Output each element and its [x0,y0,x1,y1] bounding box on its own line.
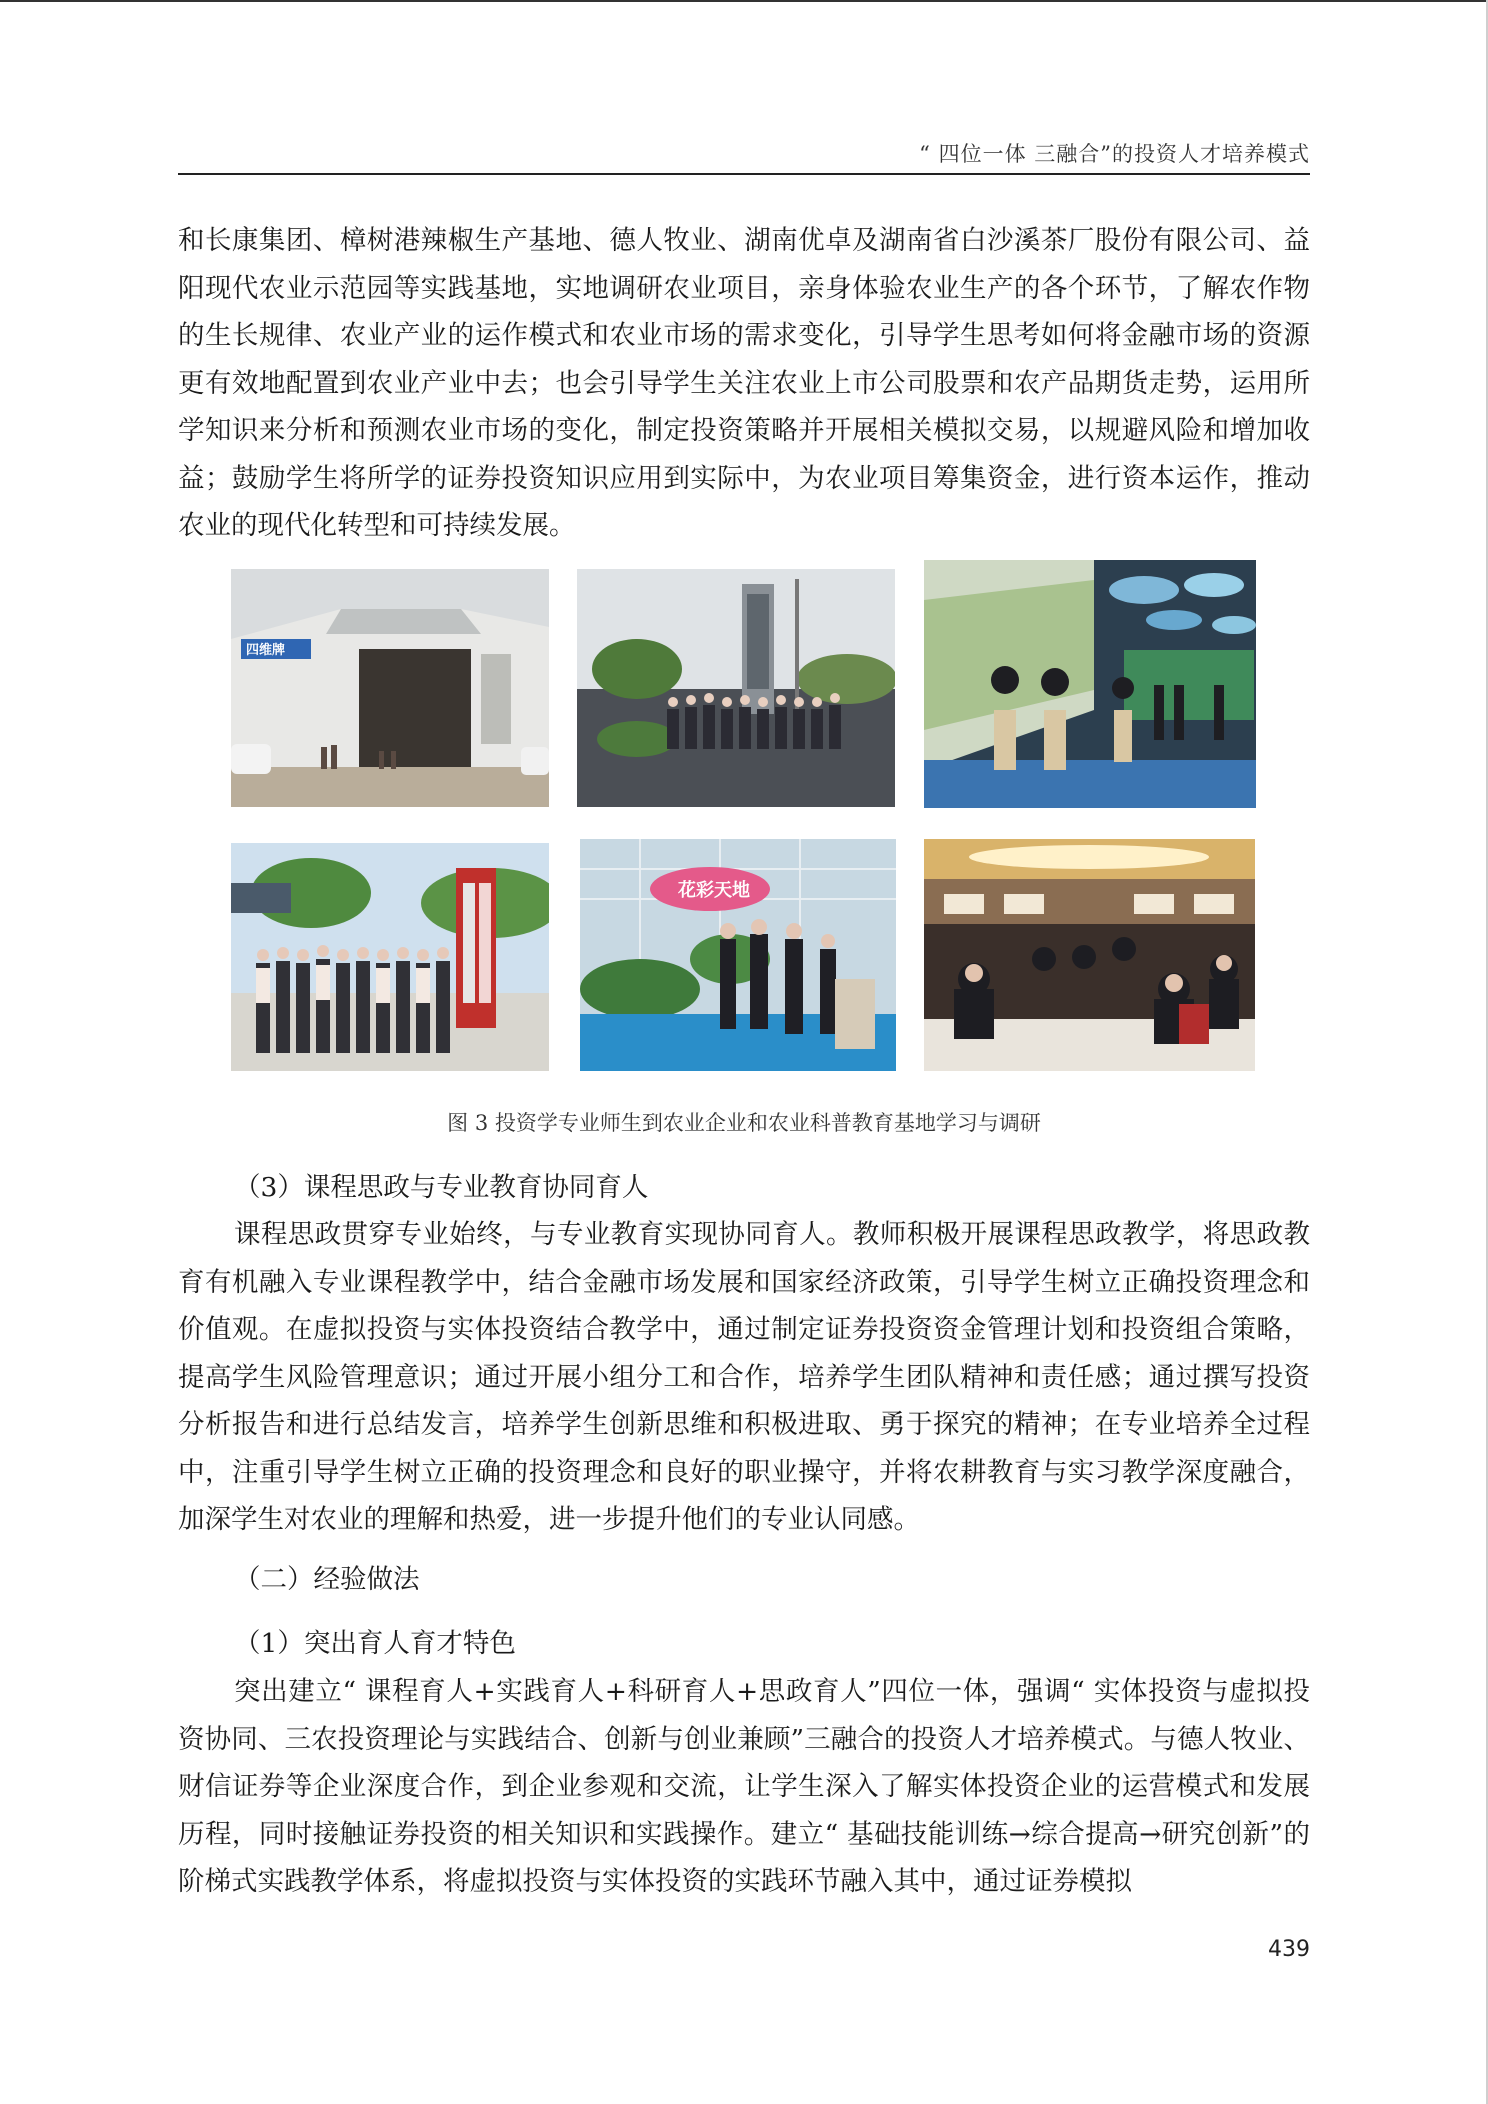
body-paragraph-2: 课程思政贯穿专业始终，与专业教育实现协同育人。教师积极开展课程思政教学，将思政教育有机融入专业课程教学中，结合金融市场发展和国家经济政策，引导学生树立正确投资理念和价值观。在虚拟投资与实体投资结合教学中，通过制定证券投资资金管理计划和投资组合策略，提高学生风险管理意识；通过开展小组分工和合作，培养学生团队精神和责任感；通过撰写投资分析报告和进行总结发言，培养学生创新思维和积极进取、勇于探究的精神；在专业培养全过程中，注重引导学生树立正确的投资理念和良好的职业操守，并将农耕教育与实习教学深度融合，加深学生对农业的理解和热爱，进一步提升他们的专业认同感。 [178,1219,1310,1535]
photo-exhibition-hall [924,560,1256,808]
running-header: “ 四位一体 三融合”的投资人才培养模式 [919,142,1310,166]
greenhouse-image [580,839,896,1071]
body-paragraph-1: 和长康集团、樟树港辣椒生产基地、德人牧业、湖南优卓及湖南省白沙溪茶厂股份有限公司、益阳现代农业示范园等实践基地，实地调研农业项目，亲身体验农业生产的各个环节，了解农作物的生长规律、农业产业的运作模式和农业市场的需求变化，引导学生思考如何将金融市场的资源更有效地配置到农业产业中去；也会引导学生关注农业上市公司股票和农产品期货走势，运用所学知识来分析和预测农业市场的变化，制定投资策略并开展相关模拟交易，以规避风险和增加收益；鼓励学生将所学的证券投资知识应用到实际中，为农业项目筹集资金，进行资本运作，推动农业的现代化转型和可持续发展。 [178,225,1310,541]
photo5-sign-text: 花彩天地 [678,880,750,901]
section-heading-experience: （二）经验做法 [234,1564,420,1595]
body-paragraph-3: 突出建立“ 课程育人+实践育人+科研育人+思政育人”四位一体，强调“ 实体投资与虚拟投资协同、三农投资理论与实践结合、创新与创业兼顾”三融合的投资人才培养模式。与德人牧业、财信证券等企业深度合作，到企业参观和交流，让学生深入了解实体投资企业的运营模式和发展历程，同时接触证券投资的相关知识和实践操作。建立“ 基础技能训练→综合提高→研究创新”的阶梯式实践教学体系，将虚拟投资与实体投资的实践环节融入其中，通过证券模拟 [178,1676,1310,1897]
photo-greenhouse [580,839,896,1071]
photo1-sign-text: 四维牌 [246,643,286,658]
group-pillar-image [577,569,895,807]
header-divider [178,173,1310,175]
banquet-hall-image [924,839,1255,1071]
section-heading-3: （3）课程思政与专业教育协同育人 [234,1172,649,1203]
page-number: 439 [1268,1937,1310,1962]
photo-banquet-hall [924,839,1255,1071]
photo-group-red-sign [231,843,549,1071]
photo-warehouse [231,569,549,807]
photo-group-pillar [577,569,895,807]
group-red-sign-image [231,843,549,1071]
section-heading-1: （1）突出育人育才特色 [234,1628,516,1659]
figure-caption: 图 3 投资学专业师生到农业企业和农业科普教育基地学习与调研 [447,1111,1041,1135]
exhibition-hall-image [924,560,1256,808]
warehouse-image [231,569,549,807]
top-border [0,0,1488,2]
